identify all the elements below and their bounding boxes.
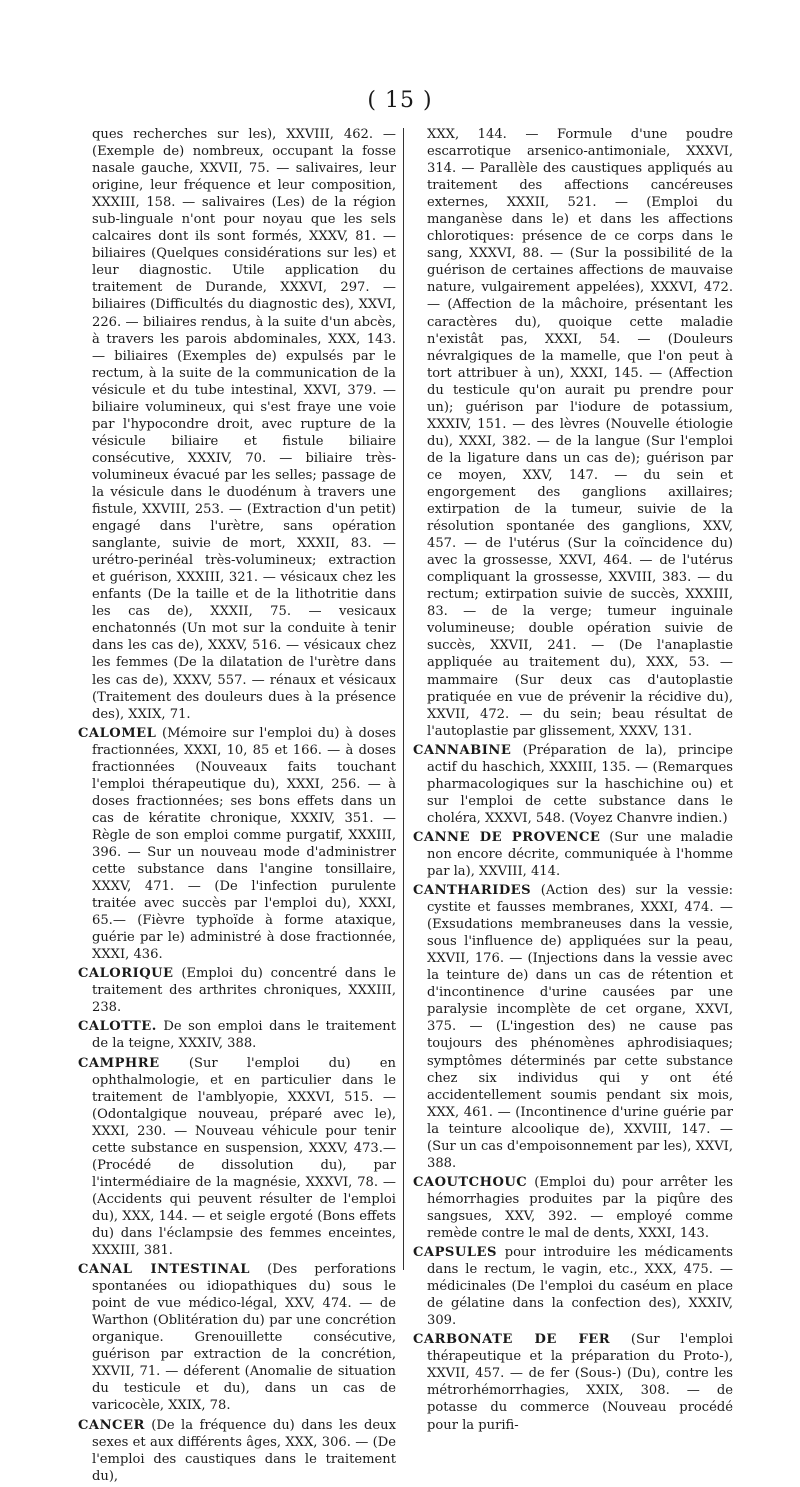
- entry-text: (Sur l'emploi du) en ophthalmologie, et en particulier dans le traitement de l'amblyopie, XXXVI, 515. — (Odontalgique nouveau, préparé avec le), XXXI, 230. — Nouveau véhicule pour tenir cette substance en suspension, XXXV, 473.— (Procédé de dissolution du), par l'intermédiaire de la magnésie, XXXVI, 78. — (Accidents qui peuvent résulter de l'emploi du), XXX, 144. — et seigle ergoté (Bons effets du) dans l'éclampsie des femmes enceintes, XXXIII, 381.: [92, 1055, 396, 1259]
- entry-text: De son emploi dans le traitement de la teigne, XXXIV, 388.: [92, 1019, 396, 1052]
- entry-heading: CAOUTCHOUC: [413, 1174, 528, 1190]
- entry-text: (Action des) sur la vessie: cystite et fausses membranes, XXXI, 474. — (Exsudations membraneuses dans la vessie, sous l'influence de) appliquées sur la peau, XXVII, 176. — (Injections dans la vessie avec la teinture de) dans un cas de rétention et d'incontinence d'urine causées par une paralysie incomplète de cet organe, XXVI, 375. — (L'ingestion des) ne cause pas toujours des phénomènes aphrodisiaques; symptômes déterminés par cette substance chez six individus qui y ont été accidentellement soumis pendant six mois, XXX, 461. — (Incontinence d'urine guérie par la teinture alcoolique de), XXVIII, 147. — (Sur un cas d'empoisonnement par les), XXVI, 388.: [427, 883, 733, 1171]
- entry-heading: CANAL INTESTINAL: [78, 1262, 250, 1278]
- left-column: [78, 126, 396, 1487]
- index-entry: [78, 126, 396, 723]
- entry-text: (De la fréquence du) dans les deux sexes et aux différents âges, XXX, 306. — (De l'emploi des caustiques dans le traitement du),: [92, 1417, 396, 1484]
- entry-text: (Emploi du) pour arrêter les hémorrhagies produites par la piqûre des sangsues, XXV, 392. — employé comme remède contre le mal de dents, XXXI, 143.: [427, 1174, 733, 1241]
- entry-text: (Sur une maladie non encore décrite, communiquée à l'homme par la), XXVIII, 414.: [427, 829, 733, 880]
- right-column: [413, 126, 733, 1436]
- index-entry: [78, 1261, 396, 1414]
- index-entry: [413, 882, 733, 1172]
- index-entry: [78, 725, 396, 964]
- index-entry: [78, 1018, 396, 1052]
- entry-heading: CARBONATE DE FER: [413, 1332, 611, 1348]
- entry-heading: CAPSULES: [413, 1245, 497, 1261]
- entry-heading: CANNABINE: [413, 742, 512, 758]
- entry-text: (Emploi du) concentré dans le traitement des arthrites chroniques, XXXIII, 238.: [92, 966, 396, 1016]
- index-entry: [413, 1331, 733, 1433]
- entry-text: (Sur l'emploi thérapeutique et la préparation du Proto-), XXVII, 457. — de fer (Sous-) (Du), contre les métrorhémorrhagies, XXIX, 308. — de potasse du commerce (Nouveau procédé pour la purifi-: [427, 1332, 733, 1433]
- column-divider: [403, 128, 404, 1270]
- entry-text: (Préparation de la), principe actif du haschich, XXXIII, 135. — (Remarques pharmacologiques sur la haschichine ou) et sur l'emploi de cette substance dans le choléra, XXXVI, 548. (Voyez Chanvre indien.): [427, 742, 733, 826]
- entry-text: (Des perforations spontanées ou idiopathiques du) sous le point de vue médico-légal, XXV, 474. — de Warthon (Oblitération du) par une concrétion organique. Grenouillette consécutive, guérison par extraction de la concrétion, XXVII, 71. — déferent (Anomalie de situation du testicule et du), dans un cas de varicocèle, XXIX, 78.: [92, 1262, 397, 1414]
- index-entry: [413, 1244, 733, 1329]
- entry-text: (Mémoire sur l'emploi du) à doses fractionnées, XXXI, 10, 85 et 166. — à doses fractionnées (Nouveaux faits touchant l'emploi thérapeutique du), XXXI, 256. — à doses fractionnées; ses bons effets dans un cas de kératite chronique, XXXIV, 351. — Règle de son emploi comme purgatif, XXXIII, 396. — Sur un nouveau mode d'administrer cette substance dans l'angine tonsillaire, XXXV, 471. — (De l'infection purulente traitée avec succès par l'emploi du), XXXI, 65.— (Fièvre typhoïde à forme ataxique, guérie par le) administré à dose fractionnée, XXXI, 436.: [92, 725, 396, 963]
- entry-heading: CALOTTE.: [78, 1019, 157, 1035]
- entry-text: ques recherches sur les), XXVIII, 462. — (Exemple de) nombreux, occupant la fosse nasale gauche, XXVII, 75. — salivaires, leur origine, leur fréquence et leur composition, XXXIII, 158. — salivaires (Les) de la région sub-linguale n'ont pour noyau que les sels calcaires dont ils sont formés, XXXV, 81. — biliaires (Quelques considérations sur les) et leur diagnostic. Utile application du traitement de Durande, XXXVI, 297. — biliaires (Difficultés du diagnostic des), XXVI, 226. — biliaires rendus, à la suite d'un abcès, à travers les parois abdominales, XXX, 143. — biliaires (Exemples de) expulsés par le rectum, à la suite de la communication de la vésicule et du tube intestinal, XXVI, 379. — biliaire volumineux, qui s'est fraye une voie par l'hypocondre droit, avec rupture de la vésicule biliaire et fistule biliaire consécutive, XXXIV, 70. — biliaire très-volumineux évacué par les selles; passage de la vésicule dans le duodénum à travers une fistule, XXVIII, 253. — (Extraction d'un petit) engagé dans l'urètre, sans opération sanglante, suivie de mort, XXXII, 83. — urétro-perinéal très-volumineux; extraction et guérison, XXXIII, 321. — vésicaux chez les enfants (De la taille et de la lithotritie dans les cas de), XXXII, 75. — vesicaux enchatonnés (Un mot sur la conduite à tenir dans les cas de), XXXV, 516. — vésicaux chez les femmes (De la dilatation de l'urètre dans les cas de), XXXV, 557. — rénaux et vésicaux (Traitement des douleurs dues à la présence des), XXIX, 71.: [92, 127, 396, 722]
- entry-text: pour introduire les médicaments dans le rectum, le vagin, etc., XXX, 475. — médicinales (De l'emploi du caséum en place de gélatine dans la confection des), XXXIV, 309.: [427, 1245, 733, 1329]
- entry-text: XXX, 144. — Formule d'une poudre escarrotique arsenico-antimoniale, XXXVI, 314. — Parallèle des caustiques appliqués au traitement des affections cancéreuses externes, XXXII, 521. — (Emploi du manganèse dans le) et dans les affections chlorotiques: présence de ce corps dans le sang, XXXVI, 88. — (Sur la possibilité de la guérison de certaines affections de mauvaise nature, vulgairement appelées), XXXVI, 472. — (Affection de la mâchoire, présentant les caractères du), quoique cette maladie n'existât pas, XXXI, 54. — (Douleurs névralgiques de la mamelle, que l'on peut à tort attribuer à un), XXXI, 145. — (Affection du testicule qu'on aurait pu prendre pour un); guérison par l'iodure de potassium, XXXIV, 151. — des lèvres (Nouvelle étiologie du), XXXI, 382. — de la langue (Sur l'emploi de la ligature dans un cas de); guérison par ce moyen, XXV, 147. — du sein et engorgement des ganglions axillaires; extirpation de la tumeur, suivie de la résolution spontanée des ganglions, XXV, 457. — de l'utérus (Sur la coïncidence du) avec la grossesse, XXVI, 464. — de l'utérus compliquant la grossesse, XXVIII, 383. — du rectum; extirpation suivie de succès, XXXIII, 83. — de la verge; tumeur inguinale volumineuse; double opération suivie de succès, XXVII, 241. — (De l'anaplastie appliquée au traitement du), XXX, 53. — mammaire (Sur deux cas d'autoplastie pratiquée en vue de prévenir la récidive du), XXVII, 472. — du sein; beau résultat de l'autoplastie par glissement, XXXV, 131.: [427, 127, 733, 739]
- index-entry: [413, 742, 733, 827]
- entry-heading: CALOMEL: [78, 725, 157, 741]
- page-number: ( 15 ): [367, 88, 433, 113]
- index-entry: [78, 1417, 396, 1485]
- entry-heading: CANCER: [78, 1417, 145, 1433]
- index-entry: [78, 1055, 396, 1260]
- entry-heading: CALORIQUE: [78, 966, 174, 982]
- entry-heading: CANNE DE PROVENCE: [413, 829, 601, 845]
- index-entry: [413, 829, 733, 880]
- index-entry: [413, 126, 733, 740]
- index-entry: [78, 965, 396, 1016]
- entry-heading: CANTHARIDES: [413, 883, 532, 899]
- entry-heading: CAMPHRE: [78, 1055, 160, 1071]
- index-entry: [413, 1174, 733, 1242]
